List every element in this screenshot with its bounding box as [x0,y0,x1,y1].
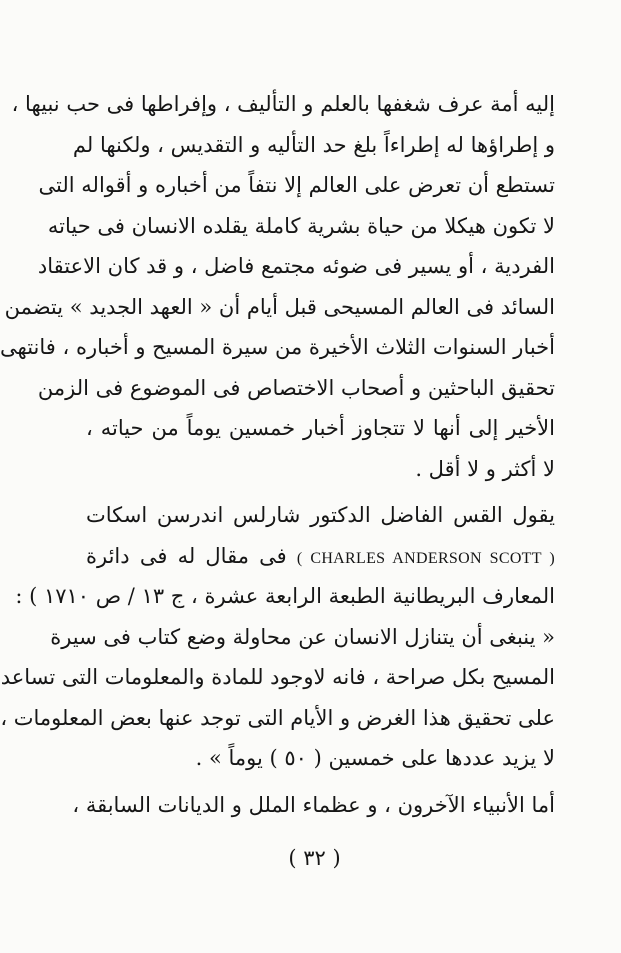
paragraph-3 [72,785,555,826]
text-line: المعارف البريطانية الطبعة الرابعة عشرة ، ج ١٣ / ص ١٧١٠ ) : [15,584,555,608]
text-line: لا أكثر و لا أقل . [415,456,555,481]
text-line: لا تكون هيكلا من حياة بشرية كاملة يقلده الانسان فى حياته [47,213,555,238]
page-number: ( ٣٢ ) [288,846,341,870]
latin-name: ( CHARLES ANDERSON SCOTT ) [296,549,555,567]
text-line-mixed [86,536,555,577]
quote-line: على تحقيق هذا الغرض و الأيام التى توجد عنها بعض المعلومات ، [0,705,555,730]
text-line: يقول القس الفاضل الدكتور شارلس اندرسن اسكات [86,503,555,527]
quote-line: المسيح بكل صراحة ، فانه لاوجود للمادة والمعلومات التى تساعد [0,665,555,689]
text-line: أما الأنبياء الآخرون ، و عظماء الملل و الديانات السابقة ، [72,792,555,817]
paragraph-2 [0,495,555,779]
text-line: تستطع أن تعرض على العالم إلا نتفاً من أخباره و أقواله التى [38,173,555,197]
text-line: تحقيق الباحثين و أصحاب الاختصاص فى الموضوع فى الزمن [37,375,555,400]
text-line: إليه أمة عرف شغفها بالعلم و التأليف ، وإفراطها فى حب نبيها ، [11,92,555,116]
text-line: و إطراؤها له إطراءاً بلغ حد التأليه و التقديس ، ولكنها لم [72,132,555,157]
quote-line: لا يزيد عددها على خمسين ( ٥٠ ) يوماً » . [195,746,555,770]
paragraph-1 [0,84,555,489]
text-line: الأخير إلى أنها لا تتجاوز أخبار خمسين يوماً من حياته ، [86,416,555,440]
text-line: الفردية ، أو يسير فى ضوئه مجتمع فاضل ، و قد كان الاعتقاد [37,254,555,278]
text-line: أخبار السنوات الثلاث الأخيرة من سيرة المسيح و أخباره ، فانتهى [0,335,555,359]
quote-line: « ينبغى أن يتنازل الانسان عن محاولة وضع كتاب فى سيرة [50,624,555,649]
text-fragment: فى مقال له فى دائرة [86,543,287,568]
text-line: السائد فى العالم المسيحى قبل أيام أن « العهد الجديد » يتضمن [4,294,555,319]
